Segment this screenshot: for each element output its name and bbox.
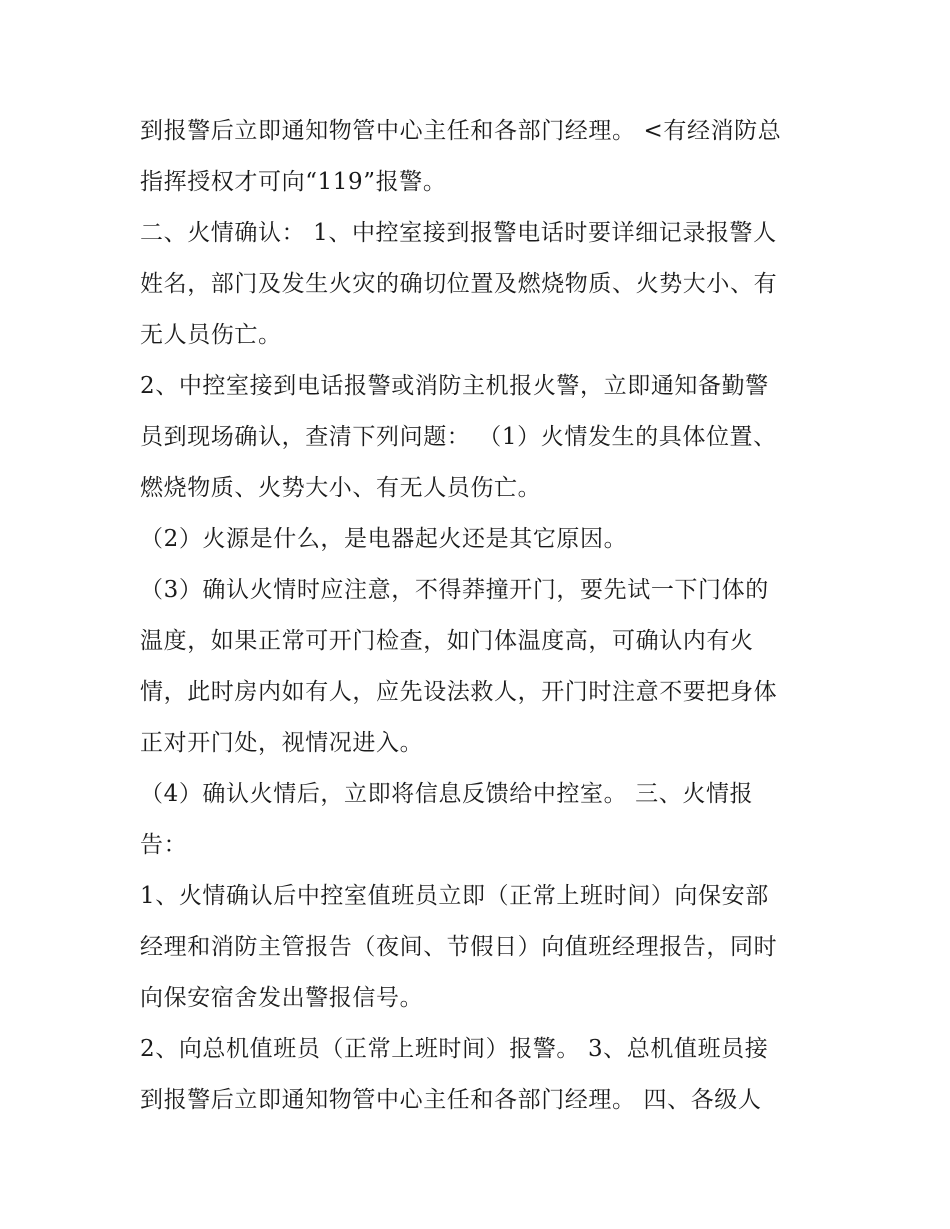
text-line-1: 到报警后立即通知物管中心主任和各部门经理。 <有经消防总 xyxy=(140,118,782,144)
text-line-16: 1、火情确认后中控室值班员立即（正常上班时间）向保安部 xyxy=(140,883,769,909)
text-line-7: 员到现场确认，查清下列问题： （1）火情发生的具体位置、 xyxy=(140,424,777,450)
text-line-13: 正对开门处，视情况进入。 xyxy=(140,730,424,756)
text-line-15: 告： xyxy=(140,832,188,858)
text-line-9: （2）火源是什么，是电器起火还是其它原因。 xyxy=(140,526,628,552)
text-line-10: （3）确认火情时应注意，不得莽撞开门，要先试一下门体的 xyxy=(140,577,769,603)
text-line-19: 2、向总机值班员（正常上班时间）报警。 3、总机值班员接 xyxy=(140,1036,769,1062)
text-line-8: 燃烧物质、火势大小、有无人员伤亡。 xyxy=(140,475,542,501)
text-line-14: （4）确认火情后，立即将信息反馈给中控室。 三、火情报 xyxy=(140,781,754,807)
text-line-18: 向保安宿舍发出警报信号。 xyxy=(140,985,424,1011)
text-line-2: 指挥授权才可向“119”报警。 xyxy=(140,169,447,195)
text-line-5: 无人员伤亡。 xyxy=(140,322,282,348)
text-line-6: 2、中控室接到电话报警或消防主机报火警，立即通知备勤警 xyxy=(140,373,769,399)
text-line-17: 经理和消防主管报告（夜间、节假日）向值班经理报告，同时 xyxy=(140,934,778,960)
text-line-3: 二、火情确认： 1、中控室接到报警电话时要详细记录报警人 xyxy=(140,220,777,246)
text-line-20: 到报警后立即通知物管中心主任和各部门经理。 四、各级人 xyxy=(140,1087,762,1113)
text-line-4: 姓名，部门及发生火灾的确切位置及燃烧物质、火势大小、有 xyxy=(140,271,778,297)
text-line-11: 温度，如果正常可开门检查，如门体温度高，可确认内有火 xyxy=(140,628,754,654)
text-line-12: 情，此时房内如有人，应先设法救人，开门时注意不要把身体 xyxy=(140,679,778,705)
document-body xyxy=(140,106,820,1126)
